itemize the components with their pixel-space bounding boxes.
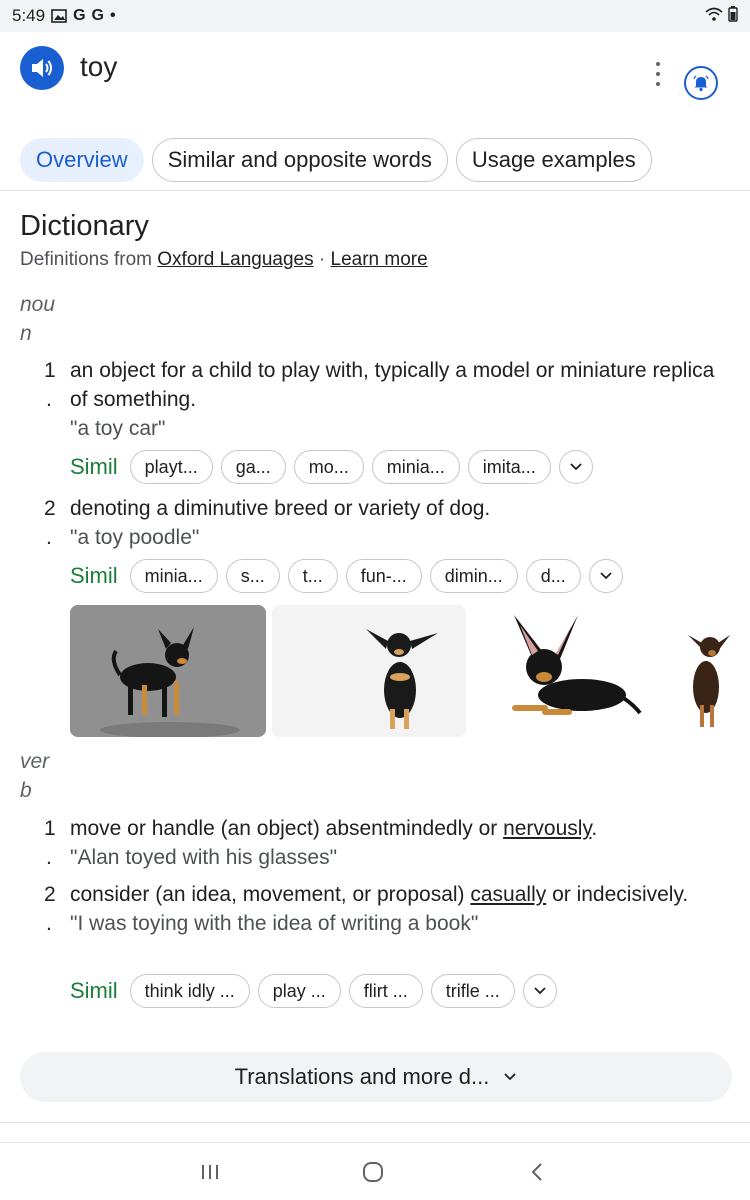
similar-chip[interactable]: ga... (221, 450, 286, 484)
back-icon (529, 1161, 545, 1183)
wifi-icon (704, 6, 724, 27)
more-options-button[interactable] (648, 62, 668, 86)
word-header (0, 32, 750, 132)
definition-verb-1 (44, 814, 724, 872)
home-icon (361, 1160, 385, 1184)
part-of-speech-noun: noun (20, 293, 56, 345)
tab-usage-examples[interactable]: Usage examples (456, 138, 652, 182)
chevron-down-icon (569, 462, 583, 472)
status-left (12, 6, 116, 26)
expand-similar-button[interactable] (523, 974, 557, 1008)
status-time: 5:49 (12, 6, 46, 25)
definition-text (70, 880, 724, 909)
learn-more-link[interactable]: Learn more (330, 249, 428, 270)
recent-apps-icon (199, 1162, 221, 1182)
definition-text-part: move or handle (an object) absentmindedly or (70, 817, 504, 840)
expand-similar-button[interactable] (589, 559, 623, 593)
similar-chip[interactable]: play ... (258, 974, 341, 1008)
oxford-languages-link[interactable]: Oxford Languages (157, 249, 314, 270)
part-of-speech-verb: verb (20, 750, 50, 802)
similar-chip[interactable]: think idly ... (130, 974, 250, 1008)
status-bar (0, 0, 750, 32)
tab-bar (20, 138, 652, 184)
dog-image[interactable] (472, 605, 658, 737)
source-separator: · (313, 249, 331, 270)
recent-apps-button[interactable] (195, 1159, 225, 1185)
dictionary-title: Dictionary (20, 210, 149, 242)
similar-chip[interactable]: t... (288, 559, 338, 593)
definition-text (70, 814, 724, 843)
chevron-down-icon (599, 571, 613, 581)
definition-text-part: or indecisively. (546, 883, 689, 906)
similar-chip[interactable]: s... (226, 559, 280, 593)
dog-image[interactable] (664, 605, 750, 737)
tab-overview[interactable]: Overview (20, 138, 144, 182)
translations-label: Translations and more d... (234, 1064, 490, 1089)
dot-icon (656, 62, 660, 66)
similar-chip[interactable]: fun-... (346, 559, 422, 593)
definition-verb-2 (44, 880, 724, 938)
similar-chip[interactable]: imita... (468, 450, 551, 484)
definition-example: "Alan toyed with his glasses" (70, 846, 338, 869)
dog-image[interactable] (272, 605, 466, 737)
similar-chip[interactable]: mo... (294, 450, 364, 484)
similar-words-row (70, 449, 593, 485)
definition-example: "a toy car" (70, 417, 166, 440)
similar-chip[interactable]: playt... (130, 450, 213, 484)
definition-number: 1 (44, 817, 56, 840)
chevron-down-icon (503, 1072, 517, 1082)
definition-dot: . (46, 388, 52, 411)
similar-chip[interactable]: d... (526, 559, 581, 593)
similar-chip[interactable]: dimin... (430, 559, 518, 593)
dog-photo (664, 605, 750, 737)
dot-icon (656, 82, 660, 86)
dog-photo (472, 605, 658, 737)
definition-number: 2 (44, 497, 56, 520)
bell-icon (692, 74, 710, 92)
casually-link[interactable]: casually (470, 883, 547, 906)
dog-image[interactable] (70, 605, 266, 737)
speaker-icon (30, 57, 54, 79)
google-notification-icon: G (91, 7, 104, 24)
pronounce-button[interactable] (20, 46, 64, 90)
tab-similar-opposite[interactable]: Similar and opposite words (152, 138, 448, 182)
dog-photo (272, 605, 466, 737)
back-button[interactable] (522, 1159, 552, 1185)
similar-words-row (70, 558, 623, 594)
similar-words-row (70, 973, 557, 1009)
divider (0, 1122, 750, 1123)
similar-chip[interactable]: flirt ... (349, 974, 423, 1008)
definition-number: 2 (44, 883, 56, 906)
definition-dot: . (46, 526, 52, 549)
notification-dot: • (110, 7, 116, 24)
definition-dot: . (46, 912, 52, 935)
dot-icon (656, 72, 660, 76)
chevron-down-icon (533, 986, 547, 996)
source-prefix: Definitions from (20, 249, 152, 270)
similar-chip[interactable]: trifle ... (431, 974, 515, 1008)
home-button[interactable] (358, 1159, 388, 1185)
similar-label: Simil (70, 978, 118, 1003)
definition-text: denoting a diminutive breed or variety of dog. (70, 497, 491, 520)
definition-text: an object for a child to play with, typically a model or miniature replica of something. (70, 359, 715, 411)
definition-example: "I was toying with the idea of writing a book" (70, 912, 479, 935)
similar-label: Simil (70, 563, 118, 588)
definition-example: "a toy poodle" (70, 526, 200, 549)
gallery-icon (51, 9, 67, 23)
definition-dot: . (46, 846, 52, 869)
nervously-link[interactable]: nervously (503, 817, 592, 840)
definition-text-part: consider (an idea, movement, or proposal) (70, 883, 471, 906)
translations-button[interactable] (20, 1052, 732, 1102)
divider (0, 190, 750, 191)
battery-icon (728, 6, 738, 27)
status-right (704, 6, 738, 27)
definition-noun-2 (44, 494, 724, 552)
similar-chip[interactable]: minia... (130, 559, 218, 593)
system-nav-bar (0, 1142, 750, 1200)
dictionary-source (20, 249, 428, 271)
image-carousel (70, 605, 750, 737)
google-notification-icon: G (73, 7, 86, 24)
dog-photo (70, 605, 266, 737)
definition-noun-1 (44, 356, 724, 443)
definition-number: 1 (44, 359, 56, 382)
similar-label: Simil (70, 454, 118, 479)
headword: toy (80, 51, 118, 82)
expand-similar-button[interactable] (559, 450, 593, 484)
similar-chip[interactable]: minia... (372, 450, 460, 484)
alert-button[interactable] (684, 66, 718, 100)
definition-text-part: . (591, 817, 598, 840)
